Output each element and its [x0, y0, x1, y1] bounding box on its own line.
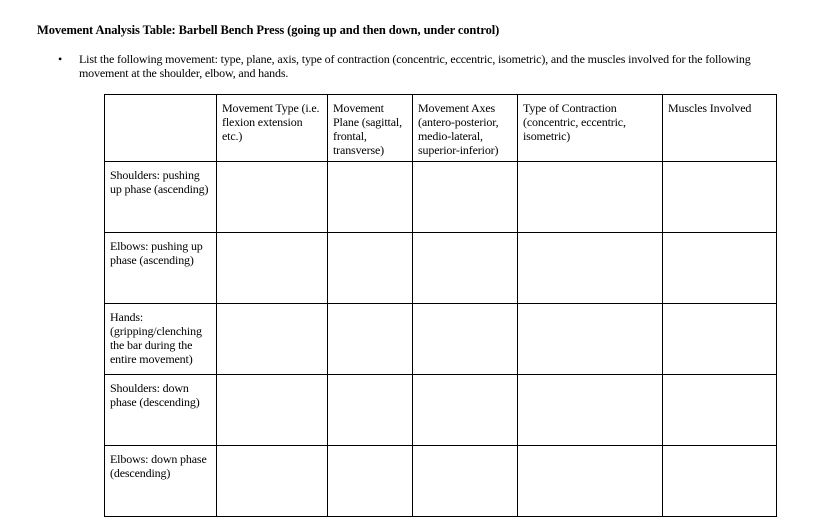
- answer-cell[interactable]: [413, 446, 518, 517]
- table-row: [105, 304, 777, 375]
- answer-cell[interactable]: [413, 233, 518, 304]
- header-cell-muscles-involved: Muscles Involved: [663, 95, 777, 162]
- header-cell-movement-type: Movement Type (i.e. flexion extension etc.): [217, 95, 328, 162]
- document-title: Movement Analysis Table: Barbell Bench Press (going up and then down, under control): [37, 23, 500, 37]
- table-row: [105, 162, 777, 233]
- answer-cell[interactable]: [663, 375, 777, 446]
- answer-cell[interactable]: [217, 304, 328, 375]
- header-cell-contraction-type: Type of Contraction (concentric, eccentric, isometric): [518, 95, 663, 162]
- answer-cell[interactable]: [328, 375, 413, 446]
- row-label-shoulders-up: Shoulders: pushing up phase (ascending): [105, 162, 217, 233]
- header-cell-blank: [105, 95, 217, 162]
- answer-cell[interactable]: [217, 233, 328, 304]
- answer-cell[interactable]: [518, 162, 663, 233]
- answer-cell[interactable]: [663, 162, 777, 233]
- bullet-icon: •: [58, 52, 63, 66]
- table-row: [105, 375, 777, 446]
- row-label-hands: Hands: (gripping/clenching the bar during the entire movement): [105, 304, 217, 375]
- answer-cell[interactable]: [328, 233, 413, 304]
- row-label-shoulders-down: Shoulders: down phase (descending): [105, 375, 217, 446]
- answer-cell[interactable]: [518, 446, 663, 517]
- answer-cell[interactable]: [328, 304, 413, 375]
- table-row: [105, 446, 777, 517]
- movement-analysis-table: [104, 94, 777, 517]
- answer-cell[interactable]: [663, 446, 777, 517]
- header-cell-movement-plane: Movement Plane (sagittal, frontal, transverse): [328, 95, 413, 162]
- answer-cell[interactable]: [413, 375, 518, 446]
- answer-cell[interactable]: [518, 233, 663, 304]
- answer-cell[interactable]: [328, 162, 413, 233]
- answer-cell[interactable]: [518, 304, 663, 375]
- table-row: [105, 233, 777, 304]
- answer-cell[interactable]: [663, 233, 777, 304]
- row-label-elbows-up: Elbows: pushing up phase (ascending): [105, 233, 217, 304]
- answer-cell[interactable]: [217, 446, 328, 517]
- answer-cell[interactable]: [328, 446, 413, 517]
- instruction-bullet: [58, 52, 798, 80]
- table-header-row: [105, 95, 777, 162]
- answer-cell[interactable]: [518, 375, 663, 446]
- answer-cell[interactable]: [217, 162, 328, 233]
- answer-cell[interactable]: [663, 304, 777, 375]
- row-label-elbows-down: Elbows: down phase (descending): [105, 446, 217, 517]
- instruction-text: List the following movement: type, plane, axis, type of contraction (concentric, eccentric, isometric), and the muscles involved for the following movement at the shoulder, elbow, and hands.: [79, 52, 751, 80]
- answer-cell[interactable]: [413, 304, 518, 375]
- answer-cell[interactable]: [413, 162, 518, 233]
- answer-cell[interactable]: [217, 375, 328, 446]
- header-cell-movement-axes: Movement Axes (antero-posterior, medio-lateral, superior-inferior): [413, 95, 518, 162]
